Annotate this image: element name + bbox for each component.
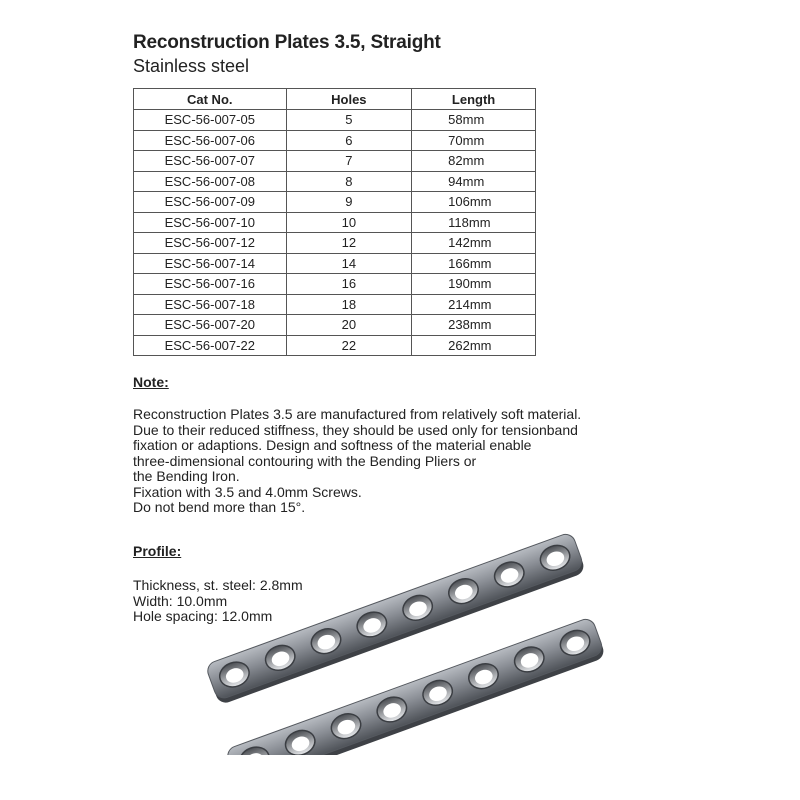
holes-cell: 5: [286, 110, 412, 131]
length-cell: 58mm: [412, 110, 536, 131]
table-row: [134, 233, 536, 254]
column-header-length: Length: [412, 89, 536, 110]
cat-no-cell: ESC-56-007-08: [134, 171, 287, 192]
length-cell: 190mm: [412, 274, 536, 295]
holes-cell: 20: [286, 315, 412, 336]
length-cell: 262mm: [412, 335, 536, 356]
table-row: [134, 274, 536, 295]
note-line: Due to their reduced stiffness, they should be used only for tensionband: [133, 421, 578, 438]
table-header-row: [134, 89, 536, 110]
cat-no-cell: ESC-56-007-09: [134, 192, 287, 213]
holes-cell: 16: [286, 274, 412, 295]
table-body: [134, 110, 536, 356]
holes-cell: 6: [286, 130, 412, 151]
note-line: Reconstruction Plates 3.5 are manufactured from relatively soft material.: [133, 406, 582, 422]
length-cell: 238mm: [412, 315, 536, 336]
cat-no-cell: ESC-56-007-16: [134, 274, 287, 295]
length-cell: 142mm: [412, 233, 536, 254]
cat-no-cell: ESC-56-007-05: [134, 110, 287, 131]
table-row: [134, 315, 536, 336]
note-line: the Bending Iron.: [133, 468, 240, 484]
note-line: three-dimensional contouring with the Bending Pliers or: [133, 452, 477, 469]
cat-no-cell: ESC-56-007-22: [134, 335, 287, 356]
cat-no-cell: ESC-56-007-06: [134, 130, 287, 151]
note-heading: Note:: [133, 374, 169, 390]
cat-no-cell: ESC-56-007-12: [134, 233, 287, 254]
table-row: [134, 294, 536, 315]
holes-cell: 9: [286, 192, 412, 213]
table-row: [134, 212, 536, 233]
table-row: [134, 130, 536, 151]
table-row: [134, 171, 536, 192]
holes-cell: 10: [286, 212, 412, 233]
cat-no-cell: ESC-56-007-10: [134, 212, 287, 233]
note-line: Fixation with 3.5 and 4.0mm Screws.: [133, 483, 362, 500]
profile-line: Hole spacing: 12.0mm: [133, 608, 273, 624]
table-row: [134, 151, 536, 172]
spec-table: [133, 88, 536, 356]
note-line: fixation or adaptions. Design and softness of the material enable: [133, 437, 532, 453]
cat-no-cell: ESC-56-007-20: [134, 315, 287, 336]
table-row: [134, 253, 536, 274]
holes-cell: 14: [286, 253, 412, 274]
cat-no-cell: ESC-56-007-18: [134, 294, 287, 315]
cat-no-cell: ESC-56-007-14: [134, 253, 287, 274]
holes-cell: 18: [286, 294, 412, 315]
length-cell: 70mm: [412, 130, 536, 151]
holes-cell: 8: [286, 171, 412, 192]
table-row: [134, 192, 536, 213]
page-subtitle: Stainless steel: [133, 56, 250, 76]
reconstruction-plate-illustration: [195, 485, 675, 755]
length-cell: 94mm: [412, 171, 536, 192]
length-cell: 106mm: [412, 192, 536, 213]
profile-heading: Profile:: [133, 543, 182, 559]
column-header-cat-no: Cat No.: [134, 89, 287, 110]
holes-cell: 7: [286, 151, 412, 172]
profile-line: Width: 10.0mm: [133, 592, 228, 609]
length-cell: 82mm: [412, 151, 536, 172]
holes-cell: 12: [286, 233, 412, 254]
table-row: [134, 335, 536, 356]
length-cell: 166mm: [412, 253, 536, 274]
length-cell: 214mm: [412, 294, 536, 315]
holes-cell: 22: [286, 335, 412, 356]
note-line: Do not bend more than 15°.: [133, 499, 306, 515]
cat-no-cell: ESC-56-007-07: [134, 151, 287, 172]
length-cell: 118mm: [412, 212, 536, 233]
profile-line: Thickness, st. steel: 2.8mm: [133, 577, 303, 593]
column-header-holes: Holes: [286, 89, 412, 110]
table-row: [134, 110, 536, 131]
page-title: Reconstruction Plates 3.5, Straight: [133, 32, 441, 53]
